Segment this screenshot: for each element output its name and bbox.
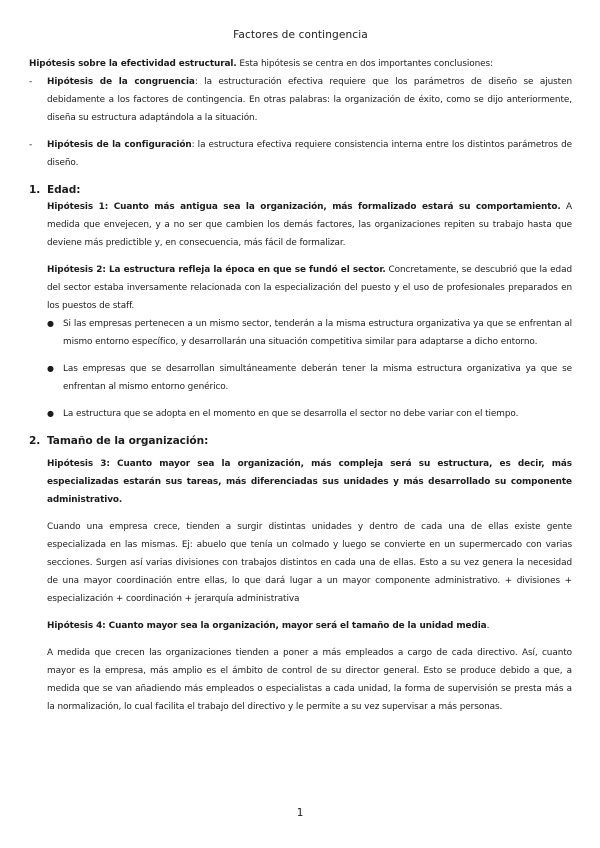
intro-lead: Hipótesis sobre la efectividad estructural. xyxy=(29,59,237,69)
bullet-dot: ● xyxy=(47,364,54,373)
section-number: 1. xyxy=(29,184,41,196)
hypothesis-1-text: A medida que envejecen, y a no ser que cambien los demás factores, las organizaciones repiten su trabajo hasta que deviene más predictible y, en consecuencia, más fácil de formalizar. xyxy=(47,202,572,248)
page-number: 1 xyxy=(296,807,304,819)
hypothesis-3-statement: Hipótesis 3: Cuanto mayor sea la organización, más compleja será su estructura, es decir, más especializadas estarán sus tareas, más diferenciadas sus unidades y más desarrollado su componente administrativo. xyxy=(47,459,572,505)
hypothesis-2-text: Concretamente, se descubrió que la edad del sector estaba inversamente relacionada con la especialización del puesto y el uso de profesionales preparados en los puestos de staff. xyxy=(47,265,572,311)
section-title: Tamaño de la organización: xyxy=(47,435,209,447)
dash-definition: : la estructura efectiva requiere consistencia interna entre los distintos parámetros de diseño. xyxy=(47,140,572,168)
hypothesis-4-end: . xyxy=(486,621,490,631)
dash-definition: : la estructuración efectiva requiere que los parámetros de diseño se ajusten debidamente a los factores de contingencia. En otras palabras: la organización de éxito, como se dijo anteriormente, diseña su estructura adaptándola a la situación. xyxy=(47,77,572,123)
bullet-dot: ● xyxy=(47,319,54,328)
section-heading-edad xyxy=(29,182,572,198)
page-title: Factores de contingencia xyxy=(233,29,368,41)
bullet-text: Las empresas que se desarrollan simultáneamente deberán tener la misma estructura organizativa ya que se enfrentan al mismo entorno genérico. xyxy=(63,364,572,392)
dash-term: Hipótesis de la congruencia xyxy=(47,77,195,87)
bullet-item xyxy=(29,315,572,351)
size-paragraph: Cuando una empresa crece, tienden a surgir distintas unidades y dentro de cada una de ellas existe gente especializada en las mismas. Ej: abuelo que tenía un colmado y luego se convierte en un supermercado con varias secciones. Surgen así varias divisiones con trabajos distintos en cada una de ellas. Esto a su vez genera la necesidad de una mayor coordinación entre ellas, lo que dará lugar a un mayor componente administrativo. + divisiones + especialización + coordinación + jerarquía administrativa xyxy=(47,522,572,604)
bullet-dot: ● xyxy=(47,409,54,418)
hypothesis-3 xyxy=(29,455,572,509)
bullet-text: La estructura que se adopta en el momento en que se desarrolla el sector no debe variar con el tiempo. xyxy=(63,409,519,419)
dash-text xyxy=(47,73,572,127)
hypothesis-2-statement: Hipótesis 2: La estructura refleja la época en que se fundó el sector. xyxy=(47,265,386,275)
dash-mark: - xyxy=(29,77,33,87)
dash-item-congruencia xyxy=(29,73,572,127)
hypothesis-1 xyxy=(29,198,572,252)
supervision-paragraph: A medida que crecen las organizaciones tienden a poner a más empleados a cargo de cada directivo. Así, cuanto mayor es la empresa, más amplio es el ámbito de control de su director general. Esto se produce debido a que, a medida que se van añadiendo más empleados o especialistas a cada unidad, la forma de supervisión se presta más a la normalización, lo cual facilita el trabajo del directivo y le permite a su vez supervisar a más personas. xyxy=(47,648,572,712)
dash-term: Hipótesis de la configuración xyxy=(47,140,192,150)
section-number: 2. xyxy=(29,435,41,447)
section-heading-tamano xyxy=(29,433,572,449)
hypothesis-4-statement: Hipótesis 4: Cuanto mayor sea la organización, mayor será el tamaño de la unidad media xyxy=(47,621,487,631)
bullet-text: Si las empresas pertenecen a un mismo sector, tenderán a la misma estructura organizativa ya que se enfrentan al mismo entorno específico, y desarrollarán una situación competitiva similar para adaptarse a dicho entorno. xyxy=(63,319,572,347)
dash-text xyxy=(47,136,572,172)
dash-item-configuracion xyxy=(29,136,572,172)
intro-text: Esta hipótesis se centra en dos importantes conclusiones: xyxy=(236,59,494,69)
hypothesis-1-statement: Hipótesis 1: Cuanto más antigua sea la organización, más formalizado estará su comportamiento. xyxy=(47,202,561,212)
intro-paragraph xyxy=(29,55,572,73)
dash-mark: - xyxy=(29,140,33,150)
section-title: Edad: xyxy=(47,184,81,196)
bullet-item xyxy=(29,405,572,423)
hypothesis-4 xyxy=(29,617,572,635)
hypothesis-2 xyxy=(29,261,572,315)
bullet-item xyxy=(29,360,572,396)
